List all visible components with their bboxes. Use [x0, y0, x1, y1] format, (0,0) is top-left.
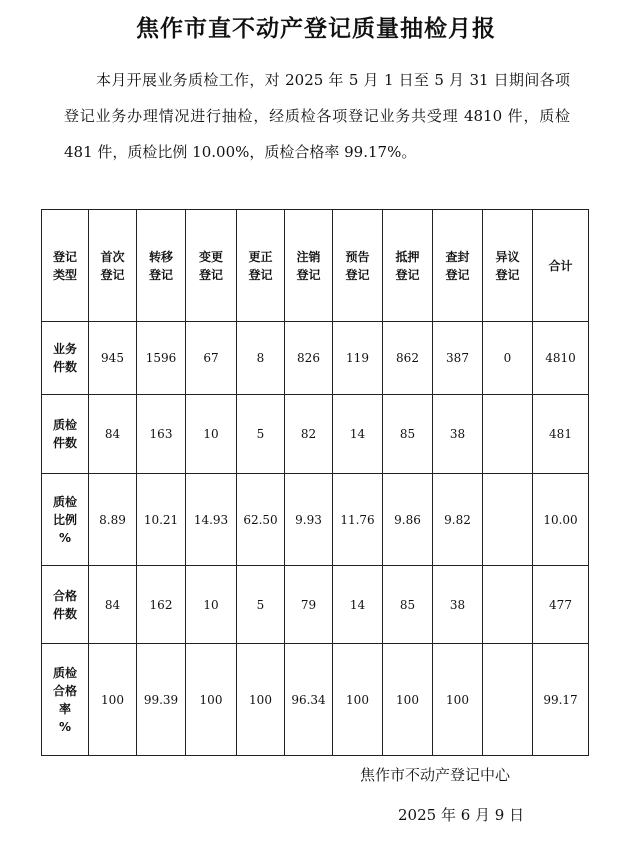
- column-header: 查封 登记: [433, 210, 483, 322]
- table-cell: 85: [383, 395, 433, 474]
- table-cell: 79: [285, 566, 333, 644]
- table-cell: 8.89: [89, 474, 137, 566]
- column-header: 首次 登记: [89, 210, 137, 322]
- table-cell: 826: [285, 322, 333, 395]
- table-cell: 84: [89, 566, 137, 644]
- table-cell: 9.93: [285, 474, 333, 566]
- column-header: 变更 登记: [186, 210, 237, 322]
- table-cell: [483, 395, 533, 474]
- registration-type-header: [42, 210, 89, 322]
- table-cell: 945: [89, 322, 137, 395]
- row-header: 质检 件数: [42, 395, 89, 474]
- table-cell: 10.00: [533, 474, 589, 566]
- table-cell: 4810: [533, 322, 589, 395]
- column-header: 更正 登记: [237, 210, 285, 322]
- table-cell: 100: [433, 644, 483, 756]
- table-cell: 10: [186, 395, 237, 474]
- column-header: 预告 登记: [333, 210, 383, 322]
- table-cell: 10: [186, 566, 237, 644]
- table-cell: 1596: [137, 322, 186, 395]
- issue-date: 2025 年 6 月 9 日: [398, 806, 525, 824]
- table-cell: 862: [383, 322, 433, 395]
- row-header: 质检 合格 率 %: [42, 644, 89, 756]
- table-cell: 0: [483, 322, 533, 395]
- table-cell: 96.34: [285, 644, 333, 756]
- table-row: [42, 395, 589, 474]
- table-row: [42, 322, 589, 395]
- header-row: [42, 210, 589, 322]
- table-cell: 477: [533, 566, 589, 644]
- table-cell: 85: [383, 566, 433, 644]
- table-cell: 62.50: [237, 474, 285, 566]
- table-cell: [483, 566, 533, 644]
- table-cell: 162: [137, 566, 186, 644]
- table-cell: 84: [89, 395, 137, 474]
- table-row: [42, 644, 589, 756]
- intro-paragraph: 本月开展业务质检工作，对 2025 年 5 月 1 日至 5 月 31 日期间各项登记业务办理情况进行抽检，经质检各项登记业务共受理 4810 件，质检 481 件，质检比例 10.00%，质检合格率 99.17%。: [64, 71, 570, 161]
- report-title: 焦作市直不动产登记质量抽检月报: [136, 16, 496, 42]
- table-cell: 100: [237, 644, 285, 756]
- table-cell: 11.76: [333, 474, 383, 566]
- table-cell: 38: [433, 566, 483, 644]
- table-cell: 119: [333, 322, 383, 395]
- table-cell: 99.17: [533, 644, 589, 756]
- issuing-organization: 焦作市不动产登记中心: [360, 766, 511, 784]
- table-cell: 14: [333, 395, 383, 474]
- column-header: 注销 登记: [285, 210, 333, 322]
- table-cell: 9.82: [433, 474, 483, 566]
- table-cell: 481: [533, 395, 589, 474]
- column-header: 抵押 登记: [383, 210, 433, 322]
- column-header: 合计: [533, 210, 589, 322]
- table-cell: [483, 644, 533, 756]
- table-cell: 10.21: [137, 474, 186, 566]
- table-cell: 100: [89, 644, 137, 756]
- table-row: [42, 474, 589, 566]
- table-cell: 100: [383, 644, 433, 756]
- table-row: [42, 566, 589, 644]
- quality-check-table: [41, 209, 589, 756]
- column-header: 异议 登记: [483, 210, 533, 322]
- row-header: 质检 比例 %: [42, 474, 89, 566]
- row-header: 合格 件数: [42, 566, 89, 644]
- table-cell: 8: [237, 322, 285, 395]
- table-cell: 67: [186, 322, 237, 395]
- column-header: 转移 登记: [137, 210, 186, 322]
- table-cell: 387: [433, 322, 483, 395]
- row-header: 业务 件数: [42, 322, 89, 395]
- table-cell: 9.86: [383, 474, 433, 566]
- table-cell: 163: [137, 395, 186, 474]
- table-cell: 14.93: [186, 474, 237, 566]
- registration-type-header-text: 登记 类型: [52, 249, 77, 282]
- table-cell: 100: [186, 644, 237, 756]
- table-cell: 38: [433, 395, 483, 474]
- table-cell: 14: [333, 566, 383, 644]
- table-cell: 100: [333, 644, 383, 756]
- table-cell: [483, 474, 533, 566]
- table-cell: 99.39: [137, 644, 186, 756]
- table-cell: 5: [237, 395, 285, 474]
- table-cell: 82: [285, 395, 333, 474]
- table-cell: 5: [237, 566, 285, 644]
